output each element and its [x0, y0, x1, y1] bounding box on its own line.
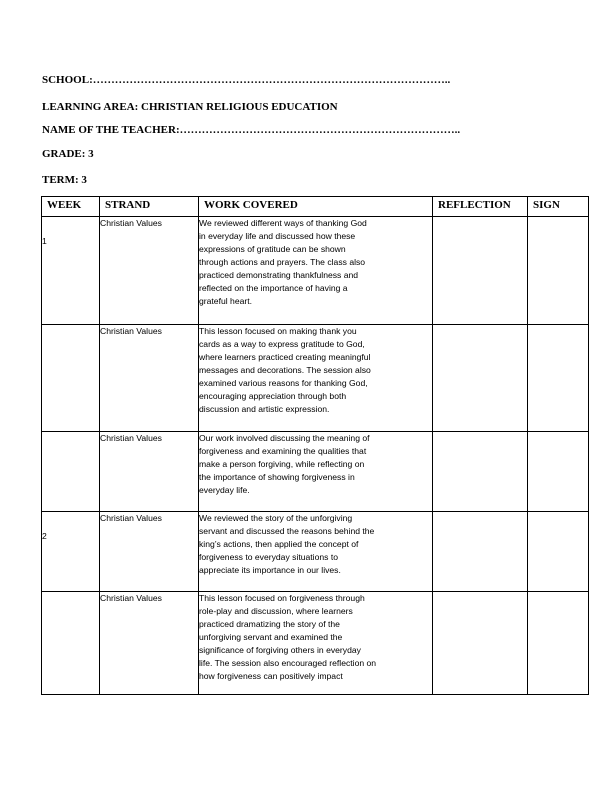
- work-line: life. The session also encouraged reflection on: [199, 658, 377, 668]
- table-row: [42, 217, 589, 325]
- table-row: [42, 432, 589, 512]
- work-covered-cell: [199, 325, 433, 432]
- work-covered-cell: [199, 217, 433, 325]
- work-line: grateful heart.: [199, 296, 253, 306]
- work-line: everyday life.: [199, 485, 250, 495]
- work-line: significance of forgiving others in everyday: [199, 645, 361, 655]
- table-row: [42, 325, 589, 432]
- strand-cell: Christian Values: [100, 592, 199, 695]
- work-line: where learners practiced creating meaningful: [199, 352, 371, 362]
- teacher-name-field: NAME OF THE TEACHER:…………………………………………………………………..: [42, 124, 461, 136]
- work-line: forgiveness to everyday situations to: [199, 552, 339, 562]
- work-line: reflected on the importance of having a: [199, 283, 348, 293]
- week-number: 2: [42, 531, 47, 541]
- work-line: encouraging appreciation through both: [199, 391, 347, 401]
- school-field: SCHOOL:……………………………………………………………………………………..: [42, 74, 451, 86]
- table-row: [42, 512, 589, 592]
- work-record-table: [41, 196, 589, 695]
- work-line: in everyday life and discussed how these: [199, 231, 356, 241]
- work-line: Our work involved discussing the meaning of: [199, 433, 370, 443]
- work-line: This lesson focused on making thank you: [199, 326, 357, 336]
- work-line: appreciate its importance in our lives.: [199, 565, 341, 575]
- sign-cell: [528, 432, 589, 512]
- reflection-cell: [433, 432, 528, 512]
- work-line: forgiveness and examining the qualities that: [199, 446, 367, 456]
- work-covered-cell: [199, 512, 433, 592]
- work-line: make a person forgiving, while reflecting on: [199, 459, 365, 469]
- work-line: practiced dramatizing the story of the: [199, 619, 340, 629]
- sign-cell: [528, 325, 589, 432]
- work-line: cards as a way to express gratitude to God,: [199, 339, 365, 349]
- table-header-row: [42, 197, 589, 217]
- work-line: unforgiving servant and examined the: [199, 632, 343, 642]
- sign-cell: [528, 217, 589, 325]
- work-line: role-play and discussion, where learners: [199, 606, 353, 616]
- work-covered-cell: [199, 592, 433, 695]
- learning-area-heading: LEARNING AREA: CHRISTIAN RELIGIOUS EDUCATION: [42, 101, 338, 113]
- work-line: messages and decorations. The session also: [199, 365, 371, 375]
- week-cell: [42, 325, 100, 432]
- work-line: servant and discussed the reasons behind the: [199, 526, 375, 536]
- work-line: how forgiveness can positively impact: [199, 671, 343, 681]
- week-cell: [42, 217, 100, 325]
- grade-heading: GRADE: 3: [42, 148, 94, 160]
- work-line: We reviewed the story of the unforgiving: [199, 513, 353, 523]
- strand-cell: Christian Values: [100, 217, 199, 325]
- work-line: We reviewed different ways of thanking God: [199, 218, 367, 228]
- reflection-cell: [433, 217, 528, 325]
- column-header-sign: SIGN: [528, 197, 589, 217]
- column-header-reflection: REFLECTION: [433, 197, 528, 217]
- reflection-cell: [433, 592, 528, 695]
- strand-cell: Christian Values: [100, 325, 199, 432]
- strand-cell: Christian Values: [100, 512, 199, 592]
- work-line: king’s actions, then applied the concept of: [199, 539, 359, 549]
- work-line: This lesson focused on forgiveness through: [199, 593, 365, 603]
- week-cell: [42, 512, 100, 592]
- work-line: through actions and prayers. The class also: [199, 257, 366, 267]
- work-line: the importance of showing forgiveness in: [199, 472, 355, 482]
- column-header-week: WEEK: [42, 197, 100, 217]
- sign-cell: [528, 512, 589, 592]
- work-line: expressions of gratitude can be shown: [199, 244, 346, 254]
- reflection-cell: [433, 325, 528, 432]
- work-line: examined various reasons for thanking God,: [199, 378, 368, 388]
- sign-cell: [528, 592, 589, 695]
- column-header-work-covered: WORK COVERED: [199, 197, 433, 217]
- work-covered-cell: [199, 432, 433, 512]
- week-number: 1: [42, 236, 47, 246]
- table-row: [42, 592, 589, 695]
- term-heading: TERM: 3: [42, 174, 87, 186]
- strand-cell: Christian Values: [100, 432, 199, 512]
- week-cell: [42, 432, 100, 512]
- work-line: practiced demonstrating thankfulness and: [199, 270, 359, 280]
- week-cell: [42, 592, 100, 695]
- work-line: discussion and artistic expression.: [199, 404, 330, 414]
- reflection-cell: [433, 512, 528, 592]
- column-header-strand: STRAND: [100, 197, 199, 217]
